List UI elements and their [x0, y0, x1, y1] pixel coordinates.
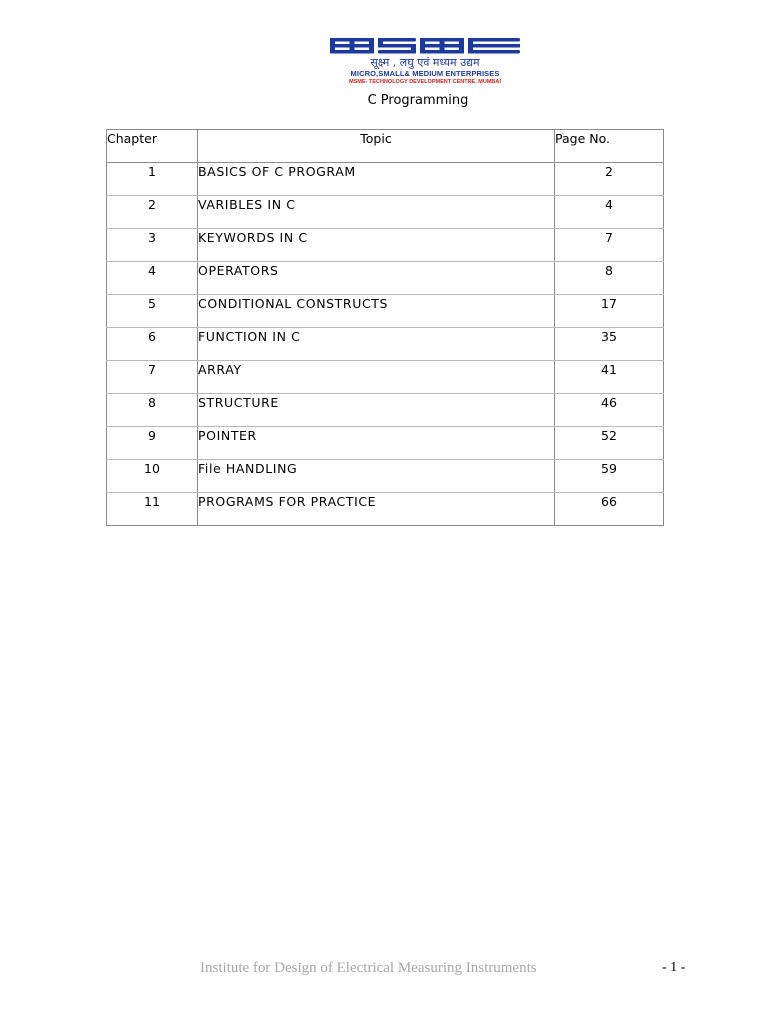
chapter-cell: 6 [107, 328, 198, 361]
page-cell: 8 [555, 262, 664, 295]
page-cell: 59 [555, 460, 664, 493]
table-row [107, 460, 664, 493]
page-cell: 52 [555, 427, 664, 460]
topic-cell: POINTER [198, 427, 555, 460]
table-row [107, 196, 664, 229]
topic-cell: VARIBLES IN C [198, 196, 555, 229]
table-header-row [107, 130, 664, 163]
chapter-cell: 7 [107, 361, 198, 394]
table-row [107, 163, 664, 196]
table-of-contents [106, 129, 664, 526]
logo-centre: MSME- TECHNOLOGY DEVELOPMENT CENTRE, MUMBAI [349, 79, 501, 85]
table-row [107, 328, 664, 361]
page-cell: 17 [555, 295, 664, 328]
header-topic: Topic [198, 130, 555, 163]
topic-cell: FUNCTION IN C [198, 328, 555, 361]
chapter-cell: 8 [107, 394, 198, 427]
header-page: Page No. [555, 130, 664, 163]
chapter-cell: 9 [107, 427, 198, 460]
table-row [107, 394, 664, 427]
page-cell: 7 [555, 229, 664, 262]
table-row [107, 361, 664, 394]
chapter-cell: 5 [107, 295, 198, 328]
topic-cell: STRUCTURE [198, 394, 555, 427]
document-title: C Programming [367, 93, 469, 108]
topic-cell: BASICS OF C PROGRAM [198, 163, 555, 196]
chapter-cell: 4 [107, 262, 198, 295]
msme-wordmark-logo [312, 34, 538, 58]
page-cell: 41 [555, 361, 664, 394]
table-row [107, 427, 664, 460]
table-row [107, 493, 664, 526]
table-row [107, 295, 664, 328]
footer-page-number: - 1 - [662, 960, 686, 975]
topic-cell: PROGRAMS FOR PRACTICE [198, 493, 555, 526]
header-chapter: Chapter [107, 130, 198, 163]
page-cell: 4 [555, 196, 664, 229]
logo-tagline: सूक्ष्म , लघु एवं मध्यम उद्यम [370, 56, 480, 69]
page-cell: 2 [555, 163, 664, 196]
chapter-cell: 1 [107, 163, 198, 196]
logo-subtitle: MICRO,SMALL& MEDIUM ENTERPRISES [350, 69, 500, 78]
chapter-cell: 10 [107, 460, 198, 493]
page-cell: 46 [555, 394, 664, 427]
page-cell: 35 [555, 328, 664, 361]
table-row [107, 262, 664, 295]
chapter-cell: 11 [107, 493, 198, 526]
topic-cell: File HANDLING [198, 460, 555, 493]
footer-institute: Institute for Design of Electrical Measuring Instruments [200, 960, 537, 976]
topic-cell: OPERATORS [198, 262, 555, 295]
chapter-cell: 2 [107, 196, 198, 229]
table-row [107, 229, 664, 262]
msme-logo [312, 34, 538, 88]
topic-cell: KEYWORDS IN C [198, 229, 555, 262]
topic-cell: CONDITIONAL CONSTRUCTS [198, 295, 555, 328]
chapter-cell: 3 [107, 229, 198, 262]
topic-cell: ARRAY [198, 361, 555, 394]
page-cell: 66 [555, 493, 664, 526]
